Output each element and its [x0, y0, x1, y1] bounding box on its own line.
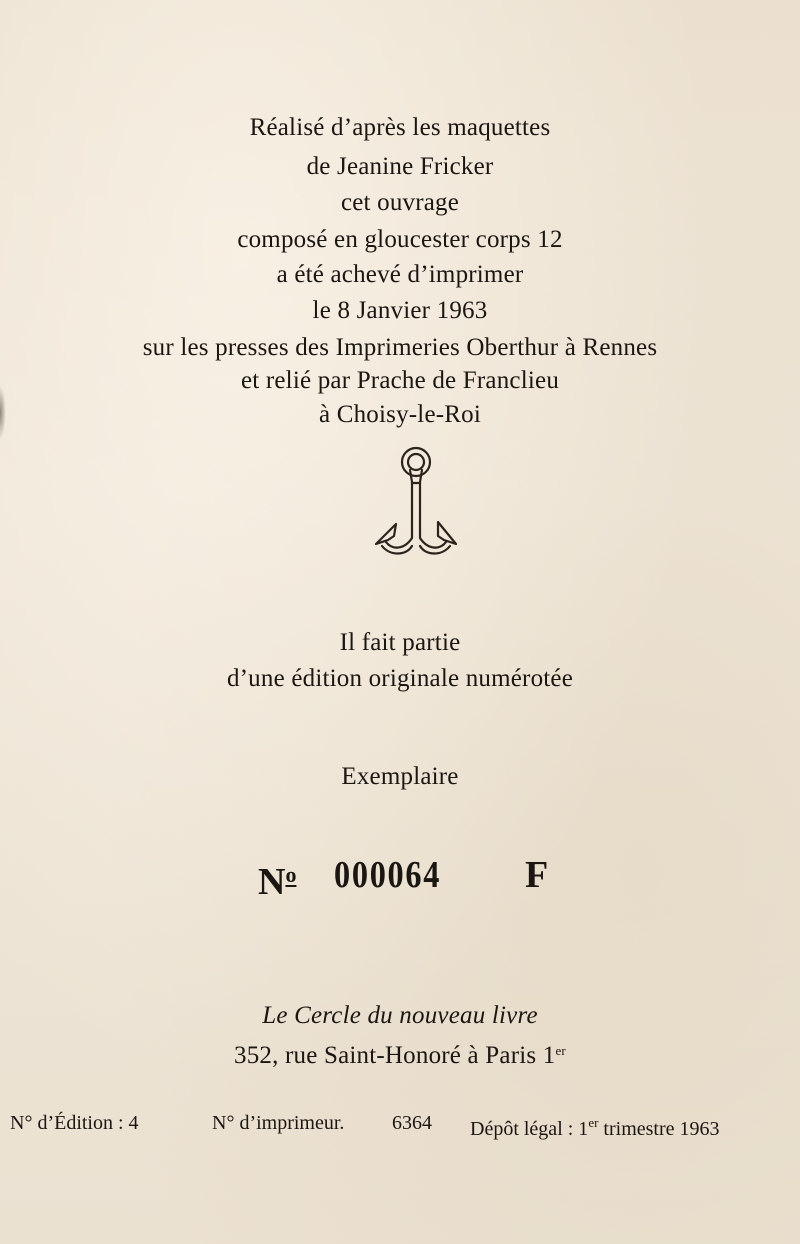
copy-number-line	[0, 852, 800, 903]
colophon-line: à Choisy-le-Roi	[318, 401, 481, 428]
printer-number: 6364	[392, 1112, 432, 1134]
anchor-icon	[368, 440, 464, 566]
publisher-address	[0, 1036, 800, 1071]
colophon-line: a été achevé d’imprimer	[276, 261, 524, 288]
legal-deposit-label: Dépôt légal : 1	[470, 1118, 589, 1140]
edition-statement-line2: d’une édition originale numérotée	[226, 665, 574, 692]
colophon-line: composé en gloucester corps 12	[237, 226, 563, 253]
edition-statement-line1: Il fait partie	[339, 629, 461, 656]
colophon-line: sur les presses des Imprimeries Oberthur à Rennes	[142, 334, 658, 361]
number-sign	[258, 852, 296, 905]
publisher-address-text: 352, rue Saint-Honoré à Paris 1	[234, 1042, 556, 1069]
colophon-line: Réalisé d’après les maquettes	[249, 114, 551, 141]
legal-deposit-period: trimestre 1963	[598, 1118, 720, 1140]
number-sign-superscript: o	[285, 862, 297, 887]
printer-number-label: N° d’imprimeur.	[212, 1112, 345, 1134]
copy-series-letter: F	[525, 854, 549, 896]
colophon-line: le 8 Janvier 1963	[312, 297, 488, 324]
number-sign-letter: N	[258, 861, 286, 903]
legal-deposit	[470, 1108, 720, 1138]
copy-serial-number: 000064	[334, 854, 442, 896]
colophon-line: cet ouvrage	[340, 189, 460, 216]
legal-deposit-superscript: er	[588, 1115, 599, 1130]
publisher-name: Le Cercle du nouveau livre	[262, 1002, 538, 1029]
copy-label: Exemplaire	[341, 763, 459, 790]
colophon-line: et relié par Prache de Franclieu	[240, 367, 560, 394]
colophon-line: de Jeanine Fricker	[306, 153, 494, 180]
edition-number: N° d’Édition : 4	[10, 1112, 139, 1134]
publisher-address-superscript: er	[555, 1043, 566, 1058]
